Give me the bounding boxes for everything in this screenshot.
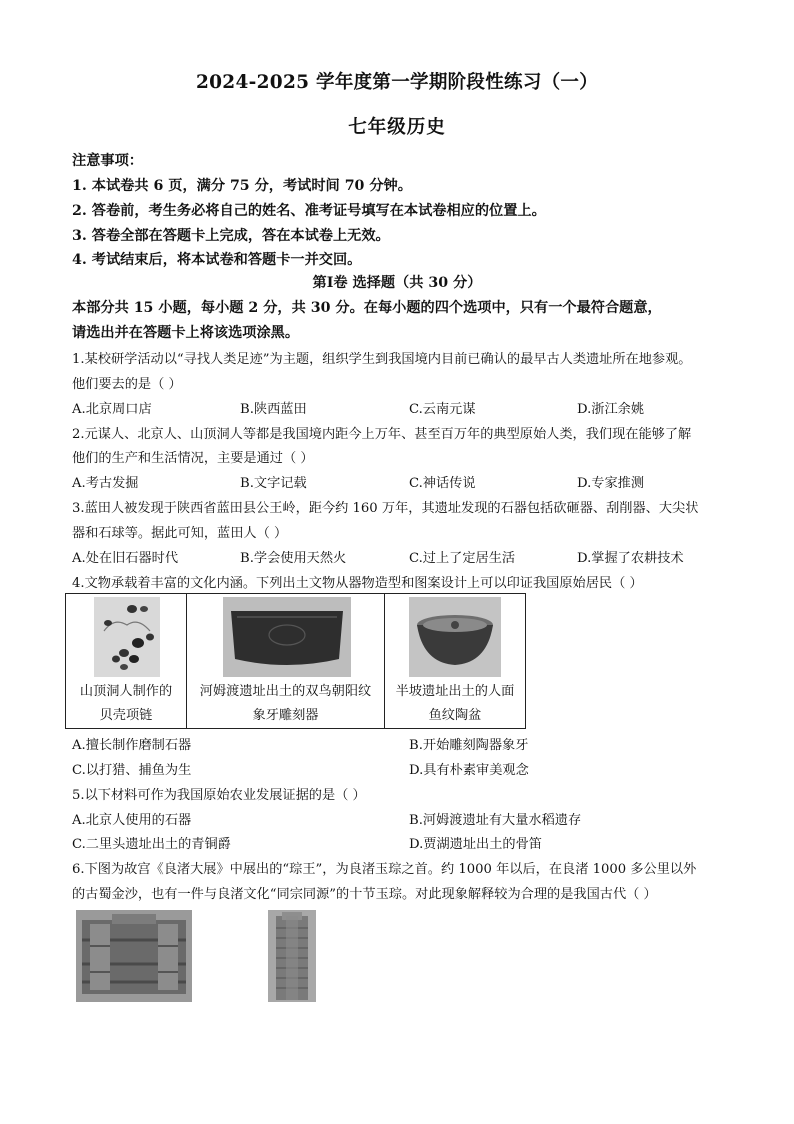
question-3-stem: 3.蓝田人被发现于陕西省蓝田县公王岭，距今约 160 万年，其遗址发现的石器包括砍砸器、刮削器、大尖状 <box>72 501 699 516</box>
question-1-stem: 他们要去的是（ ） <box>72 377 182 392</box>
ivory-carving-image <box>223 597 351 677</box>
q3-option-b[interactable]: B.学会使用天然火 <box>240 551 347 566</box>
note-item: 3. 答卷全部在答题卡上完成，答在本试卷上无效。 <box>72 228 390 244</box>
artifact-cell-fish-basin <box>385 594 525 728</box>
q4-option-b[interactable]: B.开始雕刻陶器象牙 <box>409 738 529 753</box>
q2-option-b[interactable]: B.文字记载 <box>240 476 307 491</box>
question-3-stem: 器和石球等。据此可知，蓝田人（ ） <box>72 526 288 541</box>
jade-cong-king-image <box>76 910 192 1002</box>
section-instruction: 本部分共 15 小题，每小题 2 分，共 30 分。在每小题的四个选项中，只有一个最符合题意， <box>72 300 662 316</box>
question-6-stem: 的古蜀金沙，也有一件与良渚文化“同宗同源”的十节玉琮。对此现象解释较为合理的是我国古代（ ） <box>72 887 657 902</box>
q3-option-c[interactable]: C.过上了定居生活 <box>409 551 516 566</box>
q4-option-d[interactable]: D.具有朴素审美观念 <box>409 763 529 778</box>
exam-title: 2024-2025 学年度第一学期阶段性练习（一） <box>195 72 599 93</box>
note-item: 1. 本试卷共 6 页，满分 75 分，考试时间 70 分钟。 <box>72 178 412 194</box>
q3-option-d[interactable]: D.掌握了农耕技术 <box>577 551 684 566</box>
note-item: 4. 考试结束后，将本试卷和答题卡一并交回。 <box>72 252 362 268</box>
fish-basin-image <box>409 597 501 677</box>
artifact-caption: 半坡遗址出土的人面 鱼纹陶盆 <box>395 684 515 723</box>
artifact-table <box>65 593 526 729</box>
q5-option-c[interactable]: C.二里头遗址出土的青铜爵 <box>72 837 231 852</box>
section-title: 第Ⅰ卷 选择题（共 30 分） <box>312 275 482 291</box>
ten-section-jade-cong-image <box>268 910 316 1002</box>
q1-option-d[interactable]: D.浙江余姚 <box>577 402 645 417</box>
q1-option-b[interactable]: B.陕西蓝田 <box>240 402 307 417</box>
section-instruction: 请选出并在答题卡上将该选项涂黑。 <box>72 325 300 341</box>
q4-option-c[interactable]: C.以打猎、捕鱼为生 <box>72 763 192 778</box>
q5-option-d[interactable]: D.贾湖遗址出土的骨笛 <box>409 837 542 852</box>
q1-option-c[interactable]: C.云南元谋 <box>409 402 476 417</box>
artifact-cell-ivory-carving <box>187 594 385 728</box>
question-6-stem: 6.下图为故宫《良渚大展》中展出的“琮王”，为良渚玉琮之首。约 1000 年以后，在良渚 1000 多公里以外 <box>72 862 697 877</box>
note-item: 2. 答卷前，考生务必将自己的姓名、准考证号填写在本试卷相应的位置上。 <box>72 203 546 219</box>
shell-necklace-image <box>94 597 160 677</box>
q4-option-a[interactable]: A.擅长制作磨制石器 <box>72 738 192 753</box>
artifact-caption: 山顶洞人制作的 贝壳项链 <box>79 684 173 723</box>
question-2-stem: 他们的生产和生活情况，主要是通过（ ） <box>72 451 314 466</box>
q3-option-a[interactable]: A.处在旧石器时代 <box>72 551 179 566</box>
exam-subject: 七年级历史 <box>348 117 446 138</box>
q2-option-a[interactable]: A.考古发掘 <box>72 476 139 491</box>
question-1-stem: 1.某校研学活动以“寻找人类足迹”为主题，组织学生到我国境内目前已确认的最早古人类遗址所在地参观。 <box>72 352 692 367</box>
question-4-stem: 4.文物承载着丰富的文化内涵。下列出土文物从器物造型和图案设计上可以印证我国原始居民（ ） <box>72 576 643 591</box>
question-2-stem: 2.元谋人、北京人、山顶洞人等都是我国境内距今上万年、甚至百万年的典型原始人类，我们现在能够了解 <box>72 427 692 442</box>
q2-option-d[interactable]: D.专家推测 <box>577 476 645 491</box>
artifact-cell-shell-necklace <box>66 594 187 728</box>
question-5-stem: 5.以下材料可作为我国原始农业发展证据的是（ ） <box>72 788 366 803</box>
notes-heading: 注意事项： <box>72 153 143 169</box>
artifact-caption: 河姆渡遗址出土的双鸟朝阳纹 象牙雕刻器 <box>199 684 372 723</box>
q5-option-a[interactable]: A.北京人使用的石器 <box>72 813 192 828</box>
q5-option-b[interactable]: B.河姆渡遗址有大量水稻遗存 <box>409 813 582 828</box>
q2-option-c[interactable]: C.神话传说 <box>409 476 476 491</box>
q1-option-a[interactable]: A.北京周口店 <box>72 402 152 417</box>
